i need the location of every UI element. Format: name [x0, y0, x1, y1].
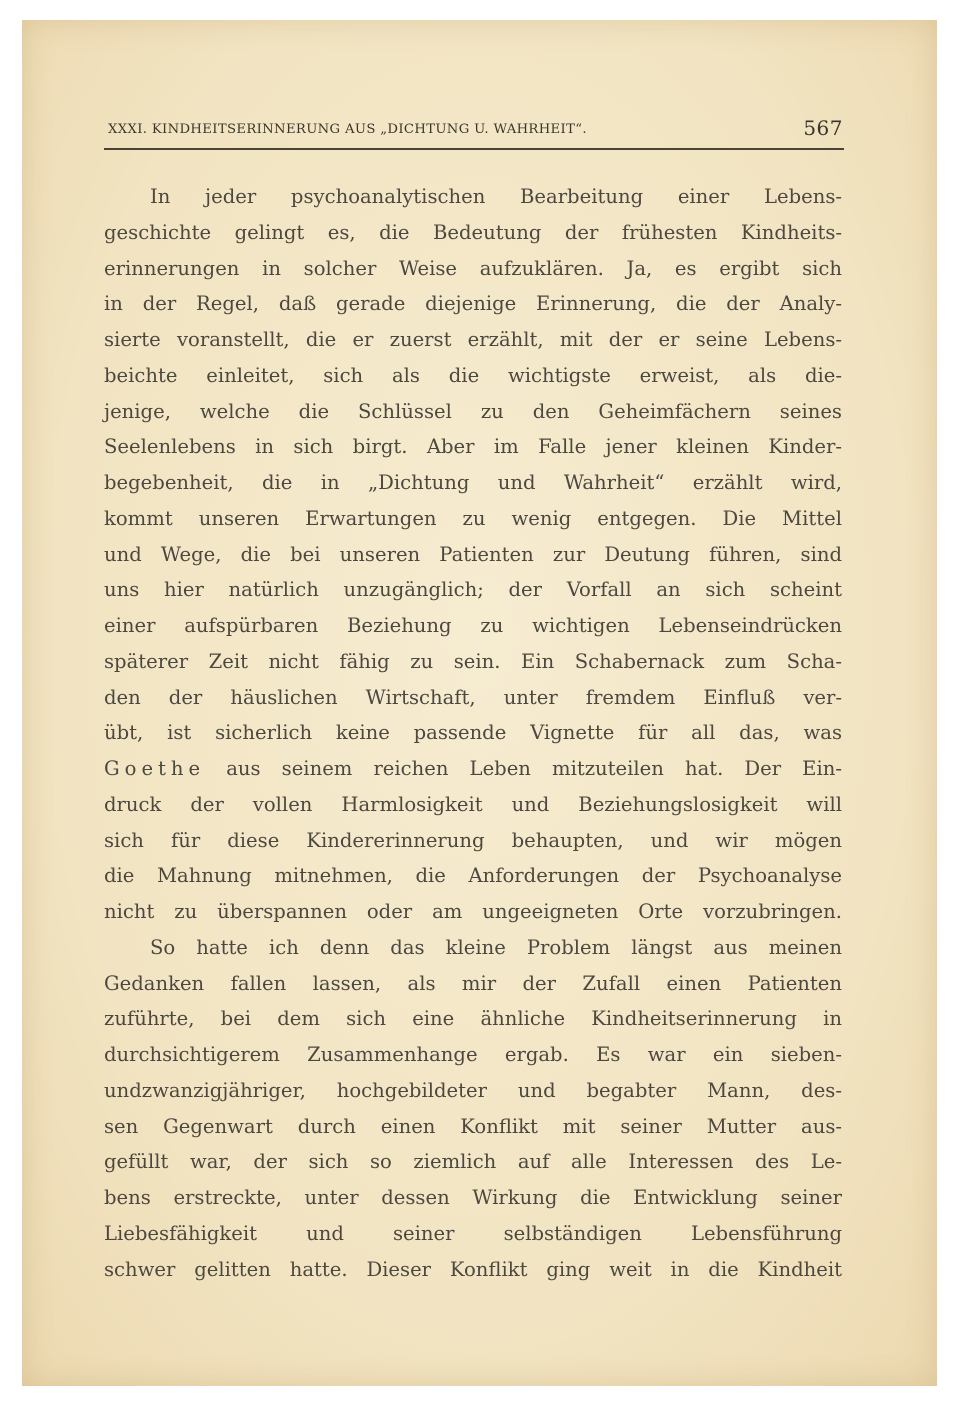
header-rule: [104, 148, 844, 150]
text-line: erinnerungen in solcher Weise aufzuklären. Ja, es ergibt sich: [104, 256, 842, 280]
text-line: uns hier natürlich unzugänglich; der Vorfall an sich scheint: [104, 578, 842, 602]
text-line: So hatte ich denn das kleine Problem längst aus meinen: [150, 935, 842, 959]
text-line: Liebesfähigkeit und seiner selbständigen Lebensführung: [104, 1221, 842, 1245]
text-line: beichte einleitet, sich als die wichtigste erweist, als die-: [104, 363, 842, 387]
text-line-with-name: [104, 751, 842, 787]
text-line: späterer Zeit nicht fähig zu sein. Ein Schabernack zum Scha-: [104, 649, 842, 673]
body-text: [104, 179, 842, 1287]
text-line: undzwanzigjähriger, hochgebildeter und begabter Mann, des-: [104, 1078, 842, 1102]
text-line: in der Regel, daß gerade diejenige Erinnerung, die der Analy-: [104, 292, 842, 316]
text-line: In jeder psychoanalytischen Bearbeitung einer Lebens-: [150, 185, 842, 208]
text-line: schwer gelitten hatte. Dieser Konflikt ging weit in die Kindheit: [104, 1257, 842, 1281]
running-title: XXXI. KINDHEITSERINNERUNG AUS „DICHTUNG U. WAHRHEIT“.: [108, 122, 587, 137]
text-line: durchsichtigerem Zusammenhange ergab. Es war ein sieben-: [104, 1043, 842, 1066]
text-line: einer aufspürbaren Beziehung zu wichtigen Lebenseindrücken: [104, 614, 842, 637]
text-line: jenige, welche die Schlüssel zu den Geheimfächern seines: [104, 399, 842, 423]
text-line: gefüllt war, der sich so ziemlich auf alle Interessen des Le-: [104, 1150, 842, 1174]
text-line: Gedanken fallen lassen, als mir der Zufall einen Patienten: [104, 971, 842, 995]
text-fragment: aus seinem reichen Leben mitzuteilen hat. Der Ein-: [205, 757, 842, 780]
text-line: begebenheit, die in „Dichtung und Wahrheit“ erzählt wird,: [104, 471, 842, 494]
text-line: sierte voranstellt, die er zuerst erzählt, mit der er seine Lebens-: [104, 328, 842, 351]
text-line: Seelenlebens in sich birgt. Aber im Falle jener kleinen Kinder-: [104, 435, 842, 459]
text-line: sich für diese Kindererinnerung behaupten, und wir mögen: [104, 828, 842, 852]
text-line: kommt unseren Erwartungen zu wenig entgegen. Die Mittel: [104, 506, 842, 530]
text-line: die Mahnung mitnehmen, die Anforderungen der Psychoanalyse: [104, 864, 842, 888]
text-line: und Wege, die bei unseren Patienten zur Deutung führen, sind: [104, 542, 842, 566]
author-name: Goethe: [104, 757, 206, 780]
running-header: [108, 112, 843, 146]
text-line: übt, ist sicherlich keine passende Vignette für all das, was: [104, 721, 842, 745]
text-line: geschichte gelingt es, die Bedeutung der frühesten Kindheits-: [104, 220, 842, 244]
page-number: 567: [803, 116, 843, 140]
text-line: sen Gegenwart durch einen Konflikt mit seiner Mutter aus-: [104, 1114, 842, 1138]
text-line: druck der vollen Harmlosigkeit und Beziehungslosigkeit will: [104, 792, 842, 816]
text-line: den der häuslichen Wirtschaft, unter fremdem Einfluß ver-: [104, 685, 842, 709]
text-line: bens erstreckte, unter dessen Wirkung die Entwicklung seiner: [104, 1186, 842, 1209]
text-line: zuführte, bei dem sich eine ähnliche Kindheitserinnerung in: [104, 1007, 842, 1031]
text-line: nicht zu überspannen oder am ungeeigneten Orte vorzubringen.: [104, 900, 842, 923]
